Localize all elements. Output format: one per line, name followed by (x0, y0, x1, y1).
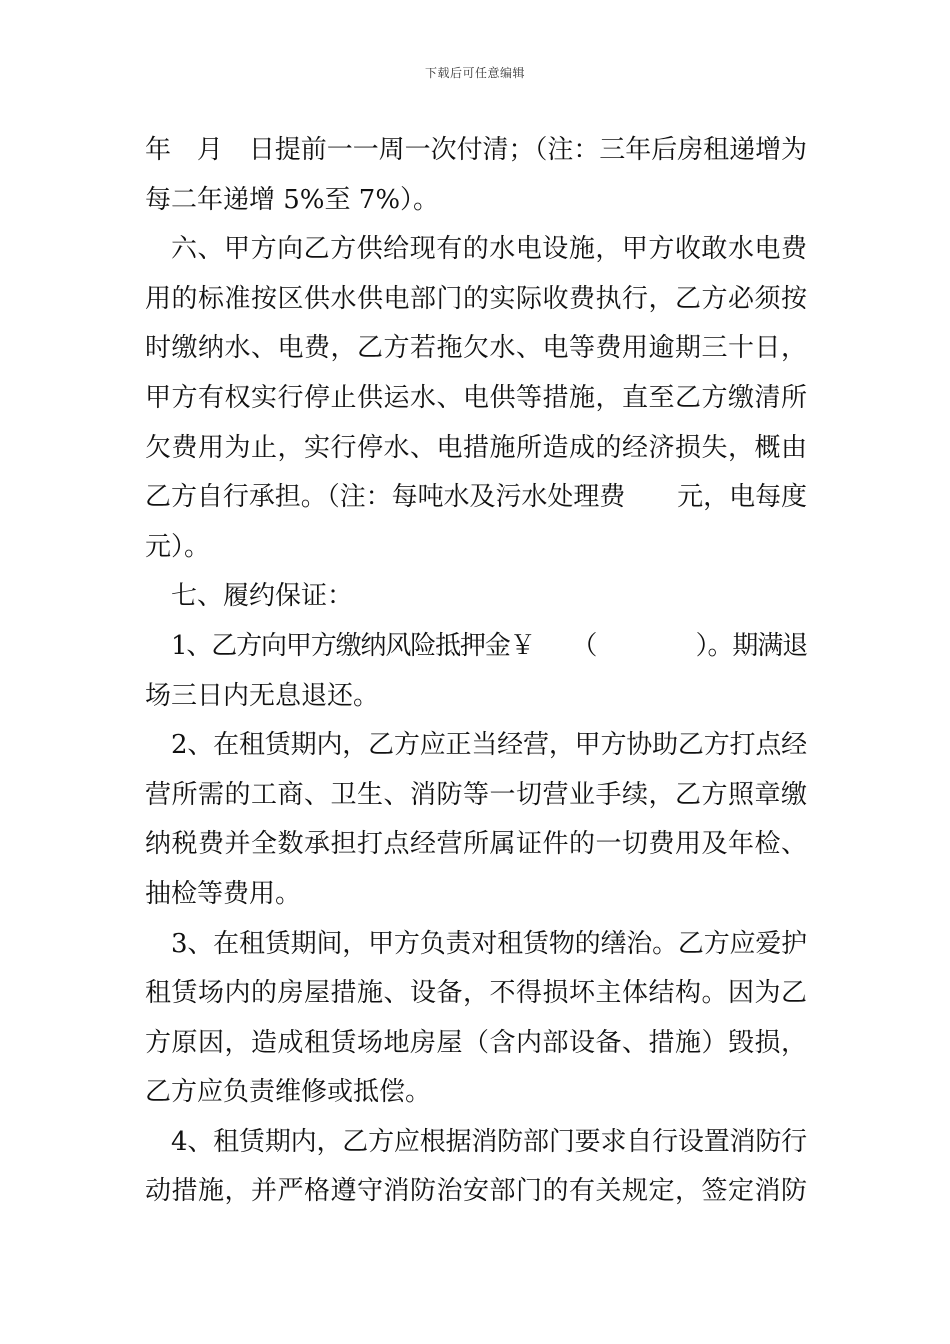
text-line: 营所需的工商、卫生、消防等一切营业手续，乙方照章缴 (145, 779, 807, 810)
text-line: 年 月 日提前一一周一次付清；（注：三年后房租递增为 (145, 135, 807, 165)
text-line: 甲方有权实行停止供运水、电供等措施，直至乙方缴清所 (145, 382, 807, 413)
text-line: 乙方应负责维修或抵偿。 (145, 1077, 432, 1108)
text-line: 欠费用为止，实行停水、电措施所造成的经济损失，概由 (145, 432, 807, 463)
page-header: 下载后可任意编辑 (424, 66, 525, 80)
text-line: 六、甲方向乙方供给现有的水电设施，甲方收敢水电费 (171, 234, 807, 265)
text-line: 3、在租赁期间，甲方负责对租赁物的缮治。乙方应爱护 (171, 928, 807, 959)
text-line: 租赁场内的房屋措施、设备，不得损坏主体结构。因为乙 (145, 978, 807, 1009)
document-body (145, 126, 807, 1217)
text-line: 方原因，造成租赁场地房屋（含内部设备、措施）毁损， (145, 1027, 807, 1058)
text-line: 动措施，并严格遵守消防治安部门的有关规定，签定消防 (145, 1176, 807, 1207)
text-line: 场三日内无息退还。 (145, 680, 380, 711)
text-line: 用的标准按区供水供电部门的实际收费执行，乙方必须按 (145, 283, 807, 314)
text-line: 2、在租赁期内，乙方应正当经营，甲方协助乙方打点经 (171, 730, 807, 761)
text-line: 4、租赁期内，乙方应根据消防部门要求自行设置消防行 (171, 1126, 807, 1157)
text-line: 时缴纳水、电费，乙方若拖欠水、电等费用逾期三十日， (145, 333, 807, 364)
text-line: 每二年递增 5%至 7%）。 (145, 184, 440, 215)
text-line: 元）。 (145, 531, 211, 562)
text-line: 抽检等费用。 (145, 878, 302, 909)
text-line: 七、履约保证： (171, 581, 354, 612)
text-line: 1、乙方向甲方缴纳风险抵押金￥ （ ）。期满退 (171, 630, 807, 661)
text-line: 乙方自行承担。（注：每吨水及污水处理费 元，电每度 (145, 482, 807, 513)
text-line: 纳税费并全数承担打点经营所属证件的一切费用及年检、 (145, 829, 807, 860)
